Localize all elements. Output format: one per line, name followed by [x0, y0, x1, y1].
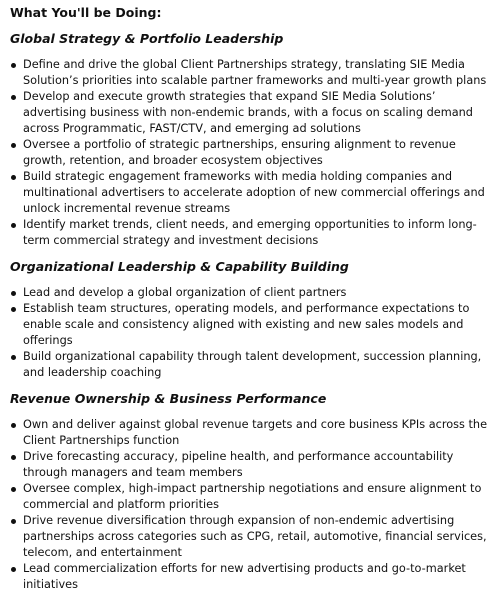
- list-item: [10, 417, 492, 449]
- list-item-text: Build strategic engagement frameworks with media holding companies and multinational advertisers to accelerate adoption of new commercial offerings and unlock incremental revenue streams: [23, 170, 485, 215]
- list-item-text: Develop and execute growth strategies that expand SIE Media Solutions’ advertising business with non-endemic brands, with a focus on scaling demand across Programmatic, FAST/CTV, and emerging ad solutions: [23, 90, 473, 135]
- list-item: [10, 89, 492, 137]
- list-item: [10, 513, 492, 561]
- bullet-icon: [11, 95, 16, 100]
- list-item-text: Identify market trends, client needs, and emerging opportunities to inform long-term commercial strategy and investment decisions: [23, 218, 477, 247]
- list-item: [10, 169, 492, 217]
- list-item: [10, 217, 492, 249]
- bullet-icon: [11, 63, 16, 68]
- bullet-icon: [11, 455, 16, 460]
- section-global-strategy: [10, 31, 492, 249]
- bullet-list: [10, 57, 492, 249]
- bullet-icon: [11, 291, 16, 296]
- bullet-icon: [11, 487, 16, 492]
- bullet-icon: [11, 307, 16, 312]
- list-item-text: Drive forecasting accuracy, pipeline health, and performance accountability through managers and team members: [23, 450, 454, 479]
- section-heading: Global Strategy & Portfolio Leadership: [10, 31, 284, 46]
- bullet-icon: [11, 423, 16, 428]
- bullet-icon: [11, 519, 16, 524]
- bullet-icon: [11, 175, 16, 180]
- list-item: [10, 449, 492, 481]
- list-item: [10, 349, 492, 381]
- list-item: [10, 481, 492, 513]
- list-item-text: Own and deliver against global revenue targets and core business KPIs across the Client Partnerships function: [23, 418, 488, 447]
- list-item-text: Oversee complex, high-impact partnership negotiations and ensure alignment to commercial and platform priorities: [23, 482, 482, 511]
- list-item-text: Lead commercialization efforts for new advertising products and go-to-market initiatives: [23, 562, 466, 591]
- list-item-text: Oversee a portfolio of strategic partnerships, ensuring alignment to revenue growth, retention, and broader ecosystem objectives: [23, 138, 456, 167]
- list-item-text: Build organizational capability through talent development, succession planning, and leadership coaching: [23, 350, 482, 379]
- section-heading: Revenue Ownership & Business Performance: [10, 391, 327, 406]
- bullet-icon: [11, 355, 16, 360]
- bullet-list: [10, 417, 492, 593]
- list-item: [10, 561, 492, 593]
- list-item: [10, 57, 492, 89]
- bullet-icon: [11, 143, 16, 148]
- list-item: [10, 301, 492, 349]
- list-item-text: Lead and develop a global organization of client partners: [23, 286, 347, 299]
- section-revenue-ownership: [10, 391, 492, 593]
- list-item-text: Define and drive the global Client Partnerships strategy, translating SIE Media Solution’s priorities into scalable partner frameworks and multi-year growth plans: [23, 58, 487, 87]
- list-item-text: Drive revenue diversification through expansion of non-endemic advertising partnerships across categories such as CPG, retail, automotive, financial services, telecom, and entertainment: [23, 514, 487, 559]
- section-heading: Organizational Leadership & Capability Building: [10, 259, 349, 274]
- list-item: [10, 137, 492, 169]
- bullet-list: [10, 285, 492, 381]
- list-item-text: Establish team structures, operating models, and performance expectations to enable scale and consistency aligned with existing and new sales models and offerings: [23, 302, 470, 347]
- list-item: [10, 285, 492, 301]
- bullet-icon: [11, 223, 16, 228]
- page-title: What You'll be Doing:: [10, 5, 162, 20]
- section-organizational-leadership: [10, 259, 492, 381]
